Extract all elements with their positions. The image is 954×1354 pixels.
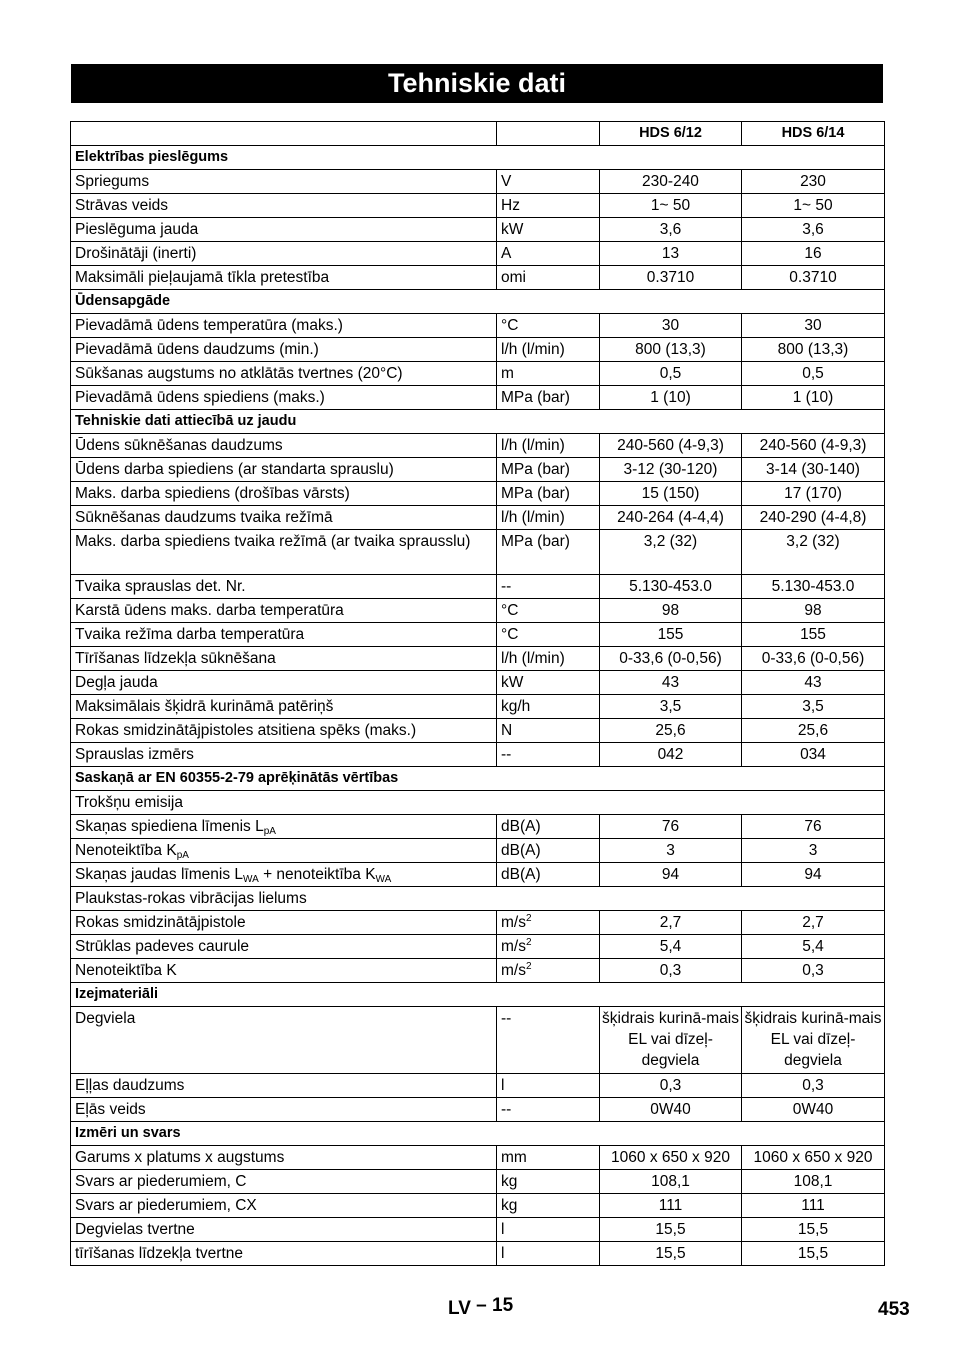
parameter-label: Pievadāmā ūdens spiediens (maks.) (75, 389, 325, 406)
parameter-subscript-2: WA (375, 874, 392, 885)
parameter-label: Karstā ūdens maks. darba temperatūra (75, 602, 344, 619)
unit-label: dB(A) (501, 818, 541, 835)
unit-label: m (501, 365, 514, 382)
parameter-cell (71, 1074, 497, 1098)
unit-label: m/s (501, 914, 526, 931)
parameter-cell (71, 242, 497, 266)
value-model-2: 16 (742, 242, 885, 266)
unit-label: dB(A) (501, 842, 541, 859)
value-model-1: šķidrais kurinā-mais EL vai dīzeļ-degviela (600, 1007, 742, 1074)
value-model-1: 25,6 (600, 719, 742, 743)
unit-label: l (501, 1245, 505, 1262)
value-model-1: 3,6 (600, 218, 742, 242)
unit-label: m/s (501, 938, 526, 955)
value-model-1: 240-560 (4-9,3) (600, 434, 742, 458)
parameter-label: Nenoteiktība K (75, 842, 177, 859)
value-model-1: 15 (150) (600, 482, 742, 506)
parameter-cell (71, 194, 497, 218)
footer-page-number: 453 (878, 1299, 910, 1320)
value-model-2: 17 (170) (742, 482, 885, 506)
parameter-cell (71, 815, 497, 839)
footer-section-page: – 15 (476, 1295, 514, 1316)
table-row (71, 719, 885, 743)
unit-label: MPa (bar) (501, 461, 570, 478)
parameter-cell (71, 911, 497, 935)
parameter-label-continued: + nenoteiktība K (258, 866, 376, 883)
value-model-2: 1 (10) (742, 386, 885, 410)
unit-cell (497, 1098, 600, 1122)
unit-superscript: 2 (525, 961, 532, 972)
parameter-label: Svars ar piederumiem, C (75, 1173, 247, 1190)
value-model-2: 15,5 (742, 1218, 885, 1242)
value-model-2: 1060 x 650 x 920 (742, 1146, 885, 1170)
value-model-2: 25,6 (742, 719, 885, 743)
value-model-2: 3,5 (742, 695, 885, 719)
table-row (71, 1146, 885, 1170)
unit-label: V (501, 173, 512, 190)
parameter-label: Strūklas padeves caurule (75, 938, 250, 955)
unit-cell (497, 218, 600, 242)
section-header-row (71, 983, 885, 1007)
parameter-cell (71, 386, 497, 410)
value-model-1: 155 (600, 623, 742, 647)
value-model-1: 2,7 (600, 911, 742, 935)
parameter-cell (71, 959, 497, 983)
parameter-cell (71, 434, 497, 458)
unit-label: l/h (l/min) (501, 650, 565, 667)
value-model-1: 13 (600, 242, 742, 266)
parameter-cell (71, 1098, 497, 1122)
unit-cell (497, 599, 600, 623)
value-model-2: 034 (742, 743, 885, 767)
value-model-1: 3 (600, 839, 742, 863)
unit-label: °C (501, 602, 519, 619)
table-header-row (71, 122, 885, 146)
parameter-cell (71, 530, 497, 575)
value-model-1: 0W40 (600, 1098, 742, 1122)
value-model-1: 0-33,6 (0-0,56) (600, 647, 742, 671)
unit-cell (497, 695, 600, 719)
table-row (71, 1007, 885, 1074)
section-header-row (71, 290, 885, 314)
table-row (71, 1098, 885, 1122)
unit-label: m/s (501, 962, 526, 979)
unit-cell (497, 935, 600, 959)
value-model-2: 15,5 (742, 1242, 885, 1266)
parameter-cell (71, 1242, 497, 1266)
value-model-2: 76 (742, 815, 885, 839)
value-model-1: 3,5 (600, 695, 742, 719)
parameter-cell (71, 482, 497, 506)
parameter-cell (71, 839, 497, 863)
unit-cell (497, 815, 600, 839)
value-model-1: 15,5 (600, 1218, 742, 1242)
value-model-2: 3,2 (32) (742, 530, 885, 575)
value-model-1: 111 (600, 1194, 742, 1218)
value-model-2: 3-14 (30-140) (742, 458, 885, 482)
value-model-1: 43 (600, 671, 742, 695)
value-model-2: 155 (742, 623, 885, 647)
parameter-label: Pievadāmā ūdens daudzums (min.) (75, 341, 319, 358)
parameter-label: Pievadāmā ūdens temperatūra (maks.) (75, 317, 343, 334)
table-row (71, 218, 885, 242)
table-row (71, 1170, 885, 1194)
value-model-1: 042 (600, 743, 742, 767)
value-model-2: 98 (742, 599, 885, 623)
section-header-row (71, 1122, 885, 1146)
unit-label: l/h (l/min) (501, 509, 565, 526)
value-model-2: 0.3710 (742, 266, 885, 290)
section-title: Saskaņā ar EN 60355-2-79 aprēķinātās vērtības (71, 767, 885, 791)
value-model-1: 108,1 (600, 1170, 742, 1194)
parameter-cell (71, 863, 497, 887)
unit-label: kW (501, 221, 524, 238)
value-model-2: 0,3 (742, 959, 885, 983)
header-label-cell (71, 122, 497, 146)
parameter-label: Tīrīšanas līdzekļa sūknēšana (75, 650, 276, 667)
parameter-cell (71, 458, 497, 482)
parameter-cell (71, 695, 497, 719)
unit-cell (497, 1194, 600, 1218)
parameter-cell (71, 506, 497, 530)
value-model-2: 0,5 (742, 362, 885, 386)
parameter-label: Sūkšanas augstums no atklātās tvertnes (20°C) (75, 365, 403, 382)
table-row (71, 314, 885, 338)
parameter-cell (71, 170, 497, 194)
table-row (71, 1194, 885, 1218)
value-model-2: 94 (742, 863, 885, 887)
unit-cell (497, 839, 600, 863)
parameter-cell (71, 218, 497, 242)
table-row (71, 1242, 885, 1266)
unit-cell (497, 1074, 600, 1098)
table-row (71, 839, 885, 863)
unit-label: °C (501, 626, 519, 643)
table-row (71, 647, 885, 671)
parameter-label: Ūdens darba spiediens (ar standarta sprauslu) (75, 461, 394, 478)
header-unit-cell (497, 122, 600, 146)
table-row (71, 743, 885, 767)
value-model-1: 94 (600, 863, 742, 887)
unit-cell (497, 242, 600, 266)
section-title: Elektrības pieslēgums (71, 146, 885, 170)
table-row (71, 242, 885, 266)
unit-label: mm (501, 1149, 527, 1166)
parameter-cell (71, 1146, 497, 1170)
table-row (71, 1218, 885, 1242)
table-row (71, 458, 885, 482)
table-row (71, 170, 885, 194)
value-model-2: 2,7 (742, 911, 885, 935)
parameter-cell (71, 719, 497, 743)
value-model-2: 240-560 (4-9,3) (742, 434, 885, 458)
unit-label: kg (501, 1173, 518, 1190)
table-row (71, 1074, 885, 1098)
value-model-1: 5.130-453.0 (600, 575, 742, 599)
unit-cell (497, 1007, 600, 1074)
unit-label: l/h (l/min) (501, 437, 565, 454)
parameter-label: Strāvas veids (75, 197, 169, 214)
parameter-label: Rokas smidzinātājpistoles atsitiena spēks (maks.) (75, 722, 417, 739)
unit-cell (497, 1170, 600, 1194)
parameter-label: Maksimāli pieļaujamā tīkla pretestība (75, 269, 330, 286)
table-row (71, 362, 885, 386)
unit-cell (497, 530, 600, 575)
header-model-1: HDS 6/12 (600, 122, 742, 146)
parameter-label: Spriegums (75, 173, 150, 190)
parameter-subscript: pA (263, 826, 276, 837)
parameter-label: Svars ar piederumiem, CX (75, 1197, 257, 1214)
value-model-2: 5.130-453.0 (742, 575, 885, 599)
value-model-1: 1 (10) (600, 386, 742, 410)
section-title: Ūdensapgāde (71, 290, 885, 314)
value-model-2: 240-290 (4-4,8) (742, 506, 885, 530)
unit-cell (497, 506, 600, 530)
unit-label: °C (501, 317, 519, 334)
parameter-label: Skaņas spiediena līmenis L (75, 818, 264, 835)
parameter-label: Garums x platums x augstums (75, 1149, 285, 1166)
unit-superscript: 2 (525, 913, 532, 924)
subsection-title: Plaukstas-rokas vibrācijas lielums (71, 887, 885, 911)
parameter-label: Degviela (75, 1010, 136, 1027)
value-model-2: 3,6 (742, 218, 885, 242)
unit-cell (497, 647, 600, 671)
unit-cell (497, 863, 600, 887)
value-model-1: 0,3 (600, 959, 742, 983)
parameter-label: Skaņas jaudas līmenis L (75, 866, 244, 883)
parameter-cell (71, 266, 497, 290)
subsection-row (71, 887, 885, 911)
table-row (71, 815, 885, 839)
value-model-2: 111 (742, 1194, 885, 1218)
table-row (71, 863, 885, 887)
parameter-label: Ūdens sūknēšanas daudzums (75, 437, 283, 454)
technical-data-table (70, 121, 885, 1266)
parameter-cell (71, 338, 497, 362)
parameter-label: Degvielas tvertne (75, 1221, 195, 1238)
subsection-title: Trokšņu emisija (71, 791, 885, 815)
value-model-2: 800 (13,3) (742, 338, 885, 362)
value-model-2: 0,3 (742, 1074, 885, 1098)
table-row (71, 695, 885, 719)
parameter-label: Maksimālais šķidrā kurināmā patēriņš (75, 698, 334, 715)
parameter-cell (71, 575, 497, 599)
table-row (71, 575, 885, 599)
page-title: Tehniskie dati (71, 64, 883, 103)
parameter-label: Maks. darba spiediens tvaika režīmā (ar tvaika sprausslu) (75, 533, 471, 550)
table-row (71, 599, 885, 623)
value-model-2: 43 (742, 671, 885, 695)
unit-label: A (501, 245, 512, 262)
table-row (71, 386, 885, 410)
value-model-1: 0,3 (600, 1074, 742, 1098)
parameter-label: Eļļas daudzums (75, 1077, 185, 1094)
value-model-2: 1~ 50 (742, 194, 885, 218)
unit-cell (497, 482, 600, 506)
section-header-row (71, 410, 885, 434)
unit-label: N (501, 722, 513, 739)
value-model-1: 3,2 (32) (600, 530, 742, 575)
parameter-cell (71, 362, 497, 386)
table-row (71, 530, 885, 575)
table-row (71, 338, 885, 362)
unit-label: dB(A) (501, 866, 541, 883)
table-row (71, 266, 885, 290)
table-row (71, 506, 885, 530)
parameter-label: Tvaika sprauslas det. Nr. (75, 578, 246, 595)
value-model-1: 240-264 (4-4,4) (600, 506, 742, 530)
unit-cell (497, 671, 600, 695)
parameter-cell (71, 599, 497, 623)
unit-label: -- (501, 578, 512, 595)
table-row (71, 671, 885, 695)
parameter-label: Tvaika režīma darba temperatūra (75, 626, 305, 643)
parameter-label: Nenoteiktība K (75, 962, 177, 979)
table-row (71, 935, 885, 959)
value-model-2: 5,4 (742, 935, 885, 959)
parameter-cell (71, 623, 497, 647)
unit-label: kW (501, 674, 524, 691)
value-model-2: 108,1 (742, 1170, 885, 1194)
value-model-2: 0-33,6 (0-0,56) (742, 647, 885, 671)
value-model-2: 230 (742, 170, 885, 194)
value-model-2: 0W40 (742, 1098, 885, 1122)
parameter-cell (71, 1218, 497, 1242)
value-model-2: 30 (742, 314, 885, 338)
header-model-2: HDS 6/14 (742, 122, 885, 146)
parameter-cell (71, 314, 497, 338)
unit-cell (497, 623, 600, 647)
unit-label: l/h (l/min) (501, 341, 565, 358)
value-model-1: 230-240 (600, 170, 742, 194)
unit-cell (497, 1146, 600, 1170)
unit-label: Hz (501, 197, 520, 214)
table-row (71, 959, 885, 983)
value-model-1: 15,5 (600, 1242, 742, 1266)
section-title: Izmēri un svars (71, 1122, 885, 1146)
footer-language-code: LV (448, 1298, 471, 1319)
footer-language (448, 1295, 514, 1320)
unit-cell (497, 458, 600, 482)
unit-label: -- (501, 1101, 512, 1118)
unit-cell (497, 266, 600, 290)
value-model-1: 1060 x 650 x 920 (600, 1146, 742, 1170)
parameter-cell (71, 1007, 497, 1074)
parameter-label: tīrīšanas līdzekļa tvertne (75, 1245, 243, 1262)
unit-cell (497, 743, 600, 767)
unit-cell (497, 170, 600, 194)
value-model-1: 5,4 (600, 935, 742, 959)
parameter-subscript: pA (176, 850, 189, 861)
unit-label: omi (501, 269, 526, 286)
section-title: Tehniskie dati attiecībā uz jaudu (71, 410, 885, 434)
section-title: Izejmateriāli (71, 983, 885, 1007)
parameter-label: Sūknēšanas daudzums tvaika režīmā (75, 509, 333, 526)
unit-label: l (501, 1221, 505, 1238)
unit-label: kg/h (501, 698, 531, 715)
parameter-label: Pieslēguma jauda (75, 221, 199, 238)
value-model-1: 76 (600, 815, 742, 839)
value-model-2: 3 (742, 839, 885, 863)
unit-cell (497, 338, 600, 362)
value-model-1: 0,5 (600, 362, 742, 386)
parameter-cell (71, 671, 497, 695)
unit-cell (497, 959, 600, 983)
section-header-row (71, 767, 885, 791)
unit-cell (497, 194, 600, 218)
unit-cell (497, 362, 600, 386)
unit-cell (497, 434, 600, 458)
value-model-2: šķidrais kurinā-mais EL vai dīzeļ-degviela (742, 1007, 885, 1074)
parameter-cell (71, 1194, 497, 1218)
unit-label: MPa (bar) (501, 389, 570, 406)
parameter-label: Maks. darba spiediens (drošības vārsts) (75, 485, 350, 502)
value-model-1: 0.3710 (600, 266, 742, 290)
subsection-row (71, 791, 885, 815)
unit-cell (497, 719, 600, 743)
parameter-label: Degļa jauda (75, 674, 158, 691)
parameter-cell (71, 743, 497, 767)
parameter-label: Rokas smidzinātājpistole (75, 914, 246, 931)
table-row (71, 434, 885, 458)
section-header-row (71, 146, 885, 170)
unit-superscript: 2 (525, 937, 532, 948)
unit-label: MPa (bar) (501, 533, 570, 550)
parameter-cell (71, 1170, 497, 1194)
unit-cell (497, 314, 600, 338)
table-row (71, 911, 885, 935)
unit-cell (497, 575, 600, 599)
parameter-label: Sprauslas izmērs (75, 746, 194, 763)
unit-label: kg (501, 1197, 518, 1214)
unit-cell (497, 386, 600, 410)
parameter-cell (71, 647, 497, 671)
unit-label: MPa (bar) (501, 485, 570, 502)
parameter-cell (71, 935, 497, 959)
unit-label: -- (501, 1010, 512, 1027)
table-row (71, 194, 885, 218)
unit-cell (497, 1242, 600, 1266)
unit-cell (497, 1218, 600, 1242)
value-model-1: 1~ 50 (600, 194, 742, 218)
value-model-1: 98 (600, 599, 742, 623)
table-row (71, 623, 885, 647)
value-model-1: 30 (600, 314, 742, 338)
unit-label: -- (501, 746, 512, 763)
value-model-1: 800 (13,3) (600, 338, 742, 362)
unit-label: l (501, 1077, 505, 1094)
table-row (71, 482, 885, 506)
parameter-label: Drošinātāji (inerti) (75, 245, 197, 262)
parameter-label: Eļās veids (75, 1101, 146, 1118)
unit-cell (497, 911, 600, 935)
parameter-subscript: WA (243, 874, 259, 885)
value-model-1: 3-12 (30-120) (600, 458, 742, 482)
